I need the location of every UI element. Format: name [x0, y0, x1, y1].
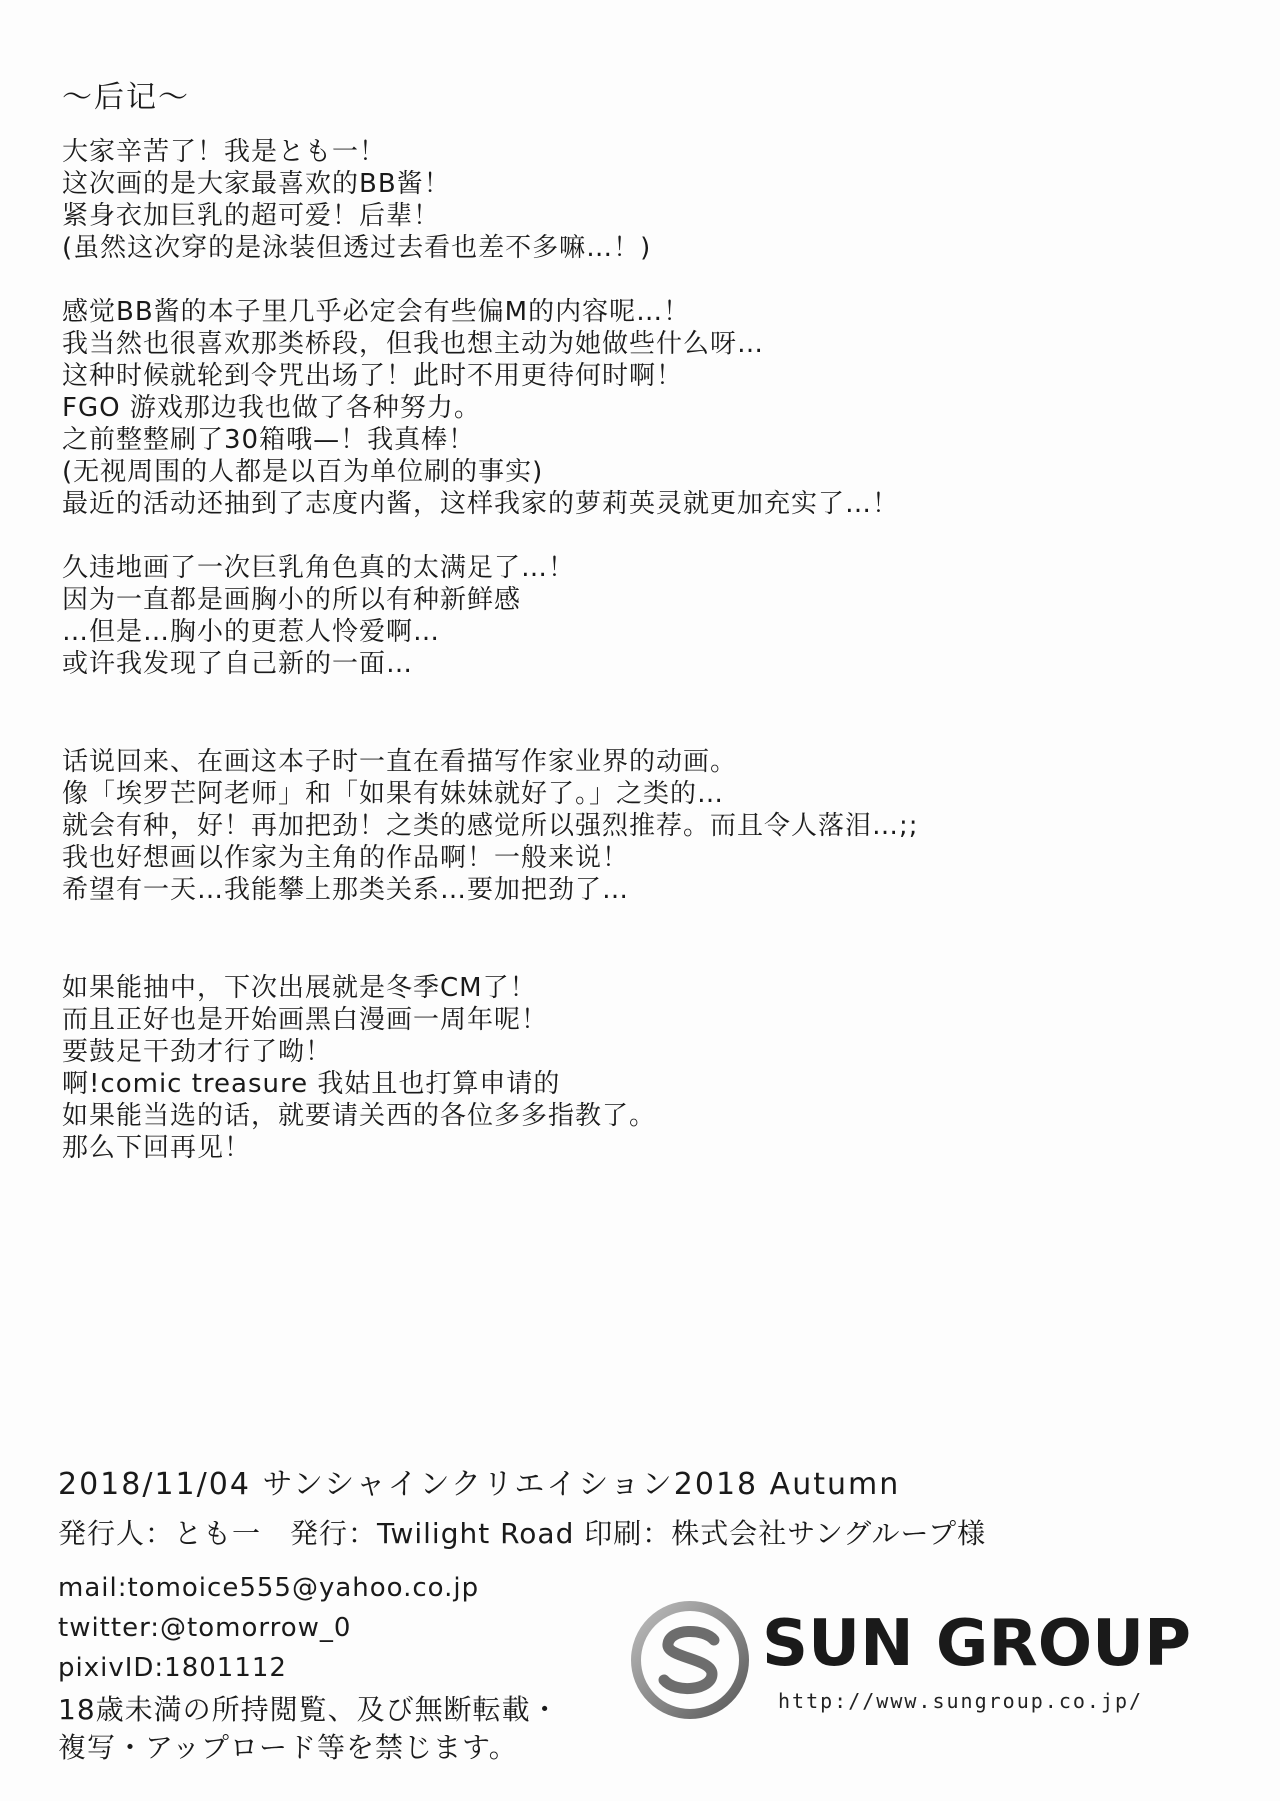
- reproduction-notice: [58, 1691, 560, 1767]
- publisher-info: 発行人：とも一 発行：Twilight Road 印刷：株式会社サングループ様: [58, 1517, 987, 1550]
- text-line: 如果能抽中，下次出展就是冬季CM了！: [62, 973, 537, 1003]
- text-line: 就会有种，好！再加把劲！之类的感觉所以强烈推荐。而且令人落泪…;;: [62, 811, 919, 841]
- afterword-title: ～后记～: [62, 80, 190, 115]
- logo-name: SUN GROUP: [762, 1607, 1191, 1681]
- text-line: 话说回来、在画这本子时一直在看描写作家业界的动画。: [62, 747, 738, 777]
- paragraph-next-event: [62, 972, 1222, 1164]
- paragraph-drawing: [62, 552, 1222, 680]
- text-line: 大家辛苦了！我是とも一！: [62, 137, 387, 167]
- contact-twitter: twitter:@tomorrow_0: [58, 1613, 352, 1643]
- text-line: 或许我发现了自己新的一面…: [62, 649, 414, 679]
- text-line: 最近的活动还抽到了志度内酱，这样我家的萝莉英灵就更加充实了…！: [62, 489, 900, 519]
- text-line: FGO 游戏那边我也做了各种努力。: [62, 393, 481, 423]
- paragraph-greeting: [62, 136, 1222, 264]
- text-line: 要鼓足干劲才行了呦！: [62, 1037, 333, 1067]
- event-info: 2018/11/04 サンシャインクリエイション2018 Autumn: [58, 1467, 901, 1502]
- afterword-body: [62, 136, 1222, 1196]
- text-line: (无视周围的人都是以百为单位刷的事实): [62, 457, 544, 487]
- notice-line: 18歳未満の所持閲覧、及び無断転載・: [58, 1693, 560, 1726]
- sun-group-logo-icon: [630, 1600, 750, 1720]
- text-line: 像「埃罗芒阿老师」和「如果有妹妹就好了。」之类的…: [62, 779, 725, 809]
- text-line: 啊!comic treasure 我姑且也打算申请的: [62, 1069, 561, 1099]
- text-line: 因为一直都是画胸小的所以有种新鲜感: [62, 585, 522, 615]
- text-line: (虽然这次穿的是泳装但透过去看也差不多嘛…！): [62, 233, 652, 263]
- text-line: 感觉BB酱的本子里几乎必定会有些偏M的内容呢…！: [62, 297, 691, 327]
- text-line: 这次画的是大家最喜欢的BB酱！: [62, 169, 451, 199]
- paragraph-fgo: [62, 296, 1222, 520]
- text-line: 之前整整刷了30箱哦—！我真棒！: [62, 425, 476, 455]
- paragraph-anime: [62, 746, 1222, 906]
- text-line: 久违地画了一次巨乳角色真的太满足了…！: [62, 553, 576, 583]
- printer-logo: [630, 1600, 1210, 1730]
- text-line: 紧身衣加巨乳的超可爱！后辈！: [62, 201, 441, 231]
- contact-pixiv: pixivID:1801112: [58, 1653, 287, 1683]
- text-line: 我也好想画以作家为主角的作品啊！一般来说！: [62, 843, 630, 873]
- text-line: 希望有一天…我能攀上那类关系…要加把劲了…: [62, 875, 630, 905]
- text-line: 那么下回再见！: [62, 1133, 252, 1163]
- logo-url: http://www.sungroup.co.jp/: [778, 1689, 1144, 1713]
- text-line: 而且正好也是开始画黑白漫画一周年呢！: [62, 1005, 549, 1035]
- text-line: …但是…胸小的更惹人怜爱啊…: [62, 617, 441, 647]
- text-line: 这种时候就轮到令咒出场了！此时不用更待何时啊！: [62, 361, 684, 391]
- text-line: 我当然也很喜欢那类桥段，但我也想主动为她做些什么呀…: [62, 329, 765, 359]
- notice-line: 複写・アップロード等を禁じます。: [58, 1731, 518, 1764]
- contact-mail: mail:tomoice555@yahoo.co.jp: [58, 1573, 480, 1603]
- text-line: 如果能当选的话，就要请关西的各位多多指教了。: [62, 1101, 657, 1131]
